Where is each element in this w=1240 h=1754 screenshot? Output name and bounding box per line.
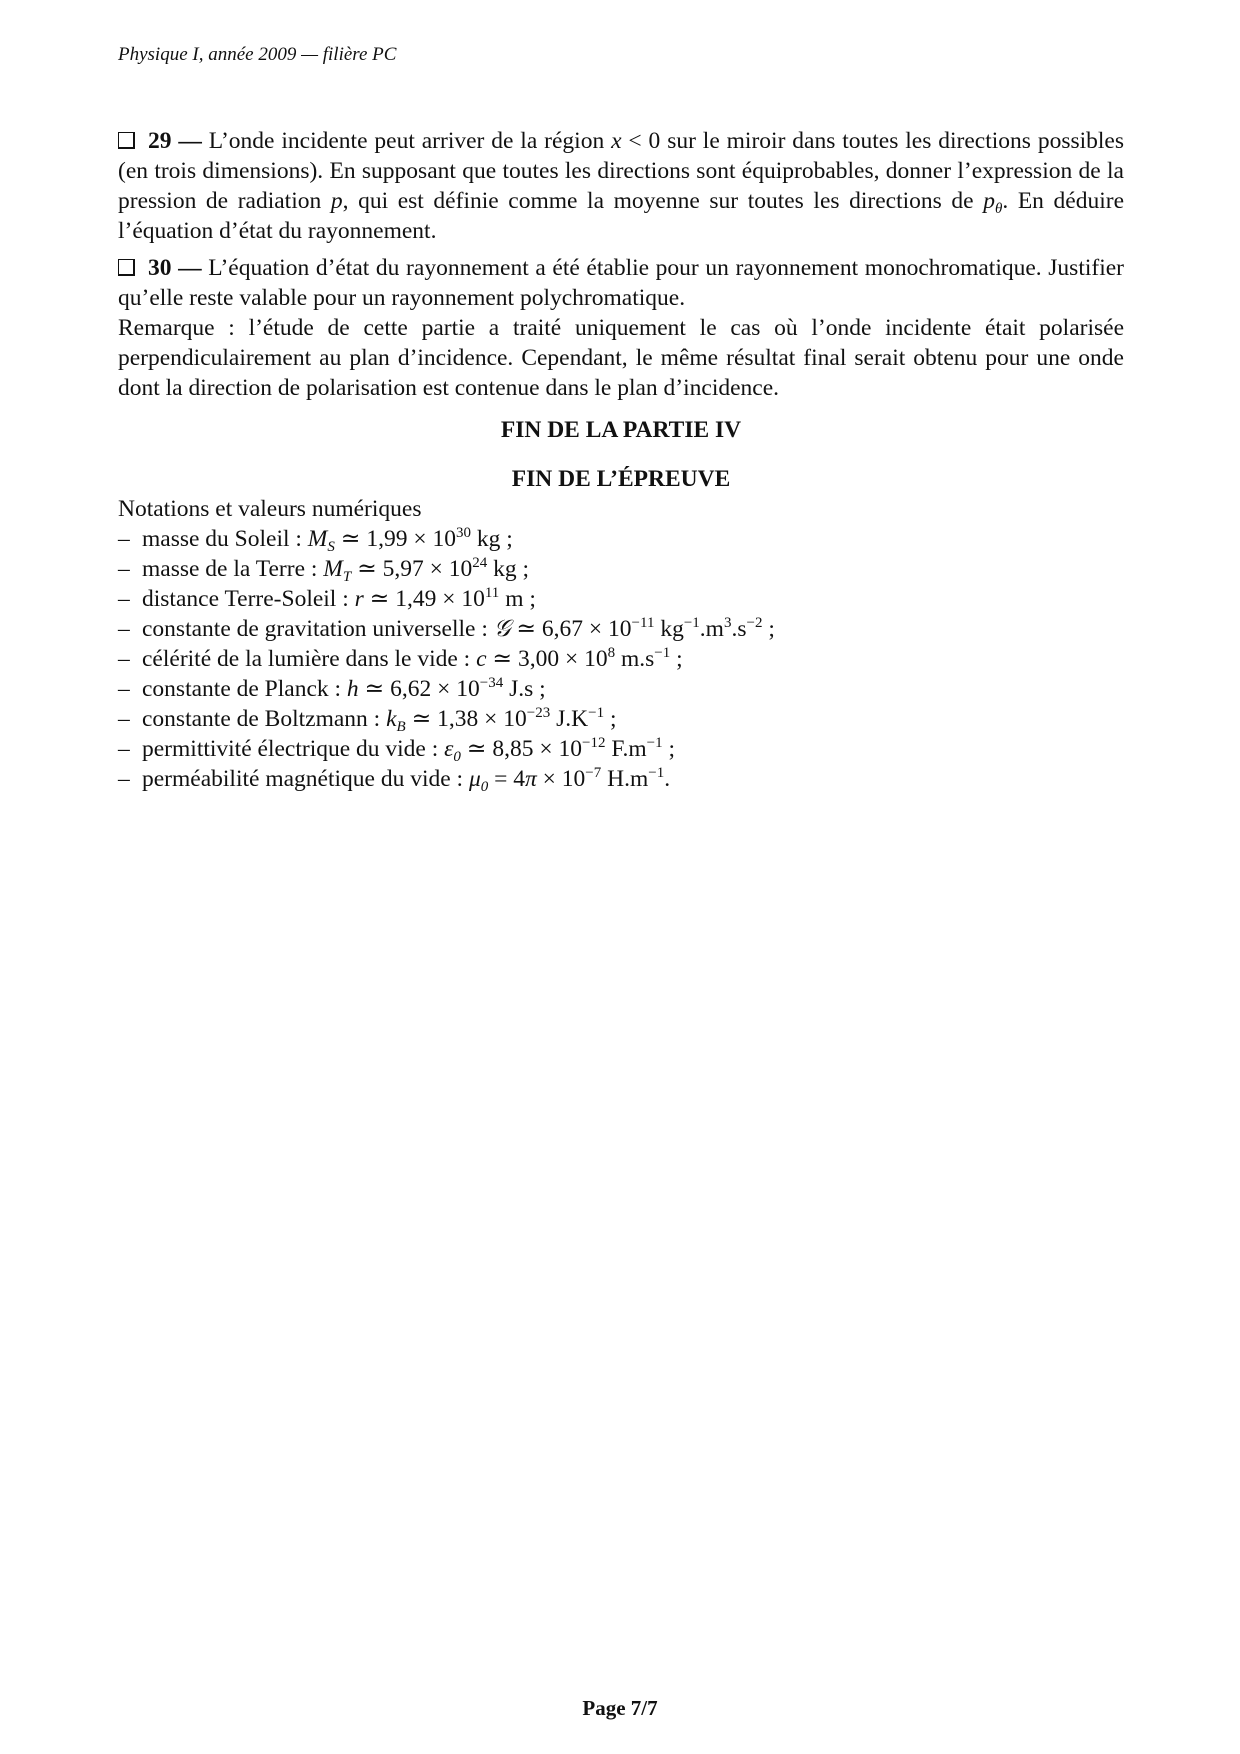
question-30 (118, 253, 1124, 313)
question-text: L’équation d’état du rayonnement a été établie pour un rayonnement monochromatique. Justifier qu’elle reste valable pour un rayonnement polychromatique. (118, 255, 1124, 311)
list-item: – masse du Soleil : $M_S$ ≃ $1,99 \times 10^{30}$ kg ; (118, 525, 513, 555)
question-number: 30 — (148, 255, 202, 281)
list-item: – distance Terre-Soleil : r ≃ $1,49 \times 10^{11}$ m ; (118, 585, 536, 612)
checkbox-icon (118, 132, 135, 149)
running-header: Physique I, année 2009 — filière PC (118, 44, 397, 65)
checkbox-icon (118, 259, 135, 276)
list-item: – constante de Boltzmann : $k_B$ ≃ $1,38 \times 10^{-23}$ $J.K^{-1}$ ; (118, 705, 617, 735)
remark: Remarque : l’étude de cette partie a traité uniquement le cas où l’onde incidente était polarisée perpendiculairement au plan d’incidence. Cependant, le même résultat final serait obtenu pour une onde dont la direction de polarisation est contenue dans le plan d’incidence. (118, 315, 1124, 401)
list-item: – perméabilité magnétique du vide : $\mu_0 = 4\pi \times 10^{-7}$ $H.m^{-1}$. (118, 765, 671, 795)
notations-list (118, 524, 1124, 794)
list-item: – permittivité électrique du vide : $\varepsilon_0$ ≃ $8,85 \times 10^{-12}$ $F.m^{-1}$ ; (118, 735, 676, 765)
question-number: 29 — (148, 128, 202, 154)
list-item: – célérité de la lumière dans le vide : c ≃ $3,00 \times 10^8$ $m.s^{-1}$ ; (118, 645, 683, 672)
list-item: – constante de gravitation universelle : 𝒢 ≃ $6,67 \times 10^{-11}$ $kg^{-1}.m^3.s^{-2}$ ; (118, 615, 775, 642)
notations-title: Notations et valeurs numériques (118, 496, 422, 522)
question-text: L’onde incidente peut arriver de la région x < 0 sur le miroir dans toutes les directions possibles (en trois dimensions). En supposant que toutes les directions sont équiprobables, donner l’expression de la pression de radiation p, qui est définie comme la moyenne sur toutes les directions de $p_\theta$. En déduire l’équation d’état du rayonnement. (118, 128, 1125, 244)
end-exam-heading: FIN DE L’ÉPREUVE (511, 466, 731, 492)
page-number: Page 7/7 (582, 1696, 658, 1720)
question-29 (118, 126, 1124, 246)
end-part-heading: FIN DE LA PARTIE IV (500, 417, 742, 443)
list-item: – masse de la Terre : $M_T$ ≃ $5,97 \times 10^{24}$ kg ; (118, 555, 530, 585)
list-item: – constante de Planck : h ≃ $6,62 \times 10^{-34}$ J.s ; (118, 675, 546, 702)
page-content (118, 126, 1124, 794)
